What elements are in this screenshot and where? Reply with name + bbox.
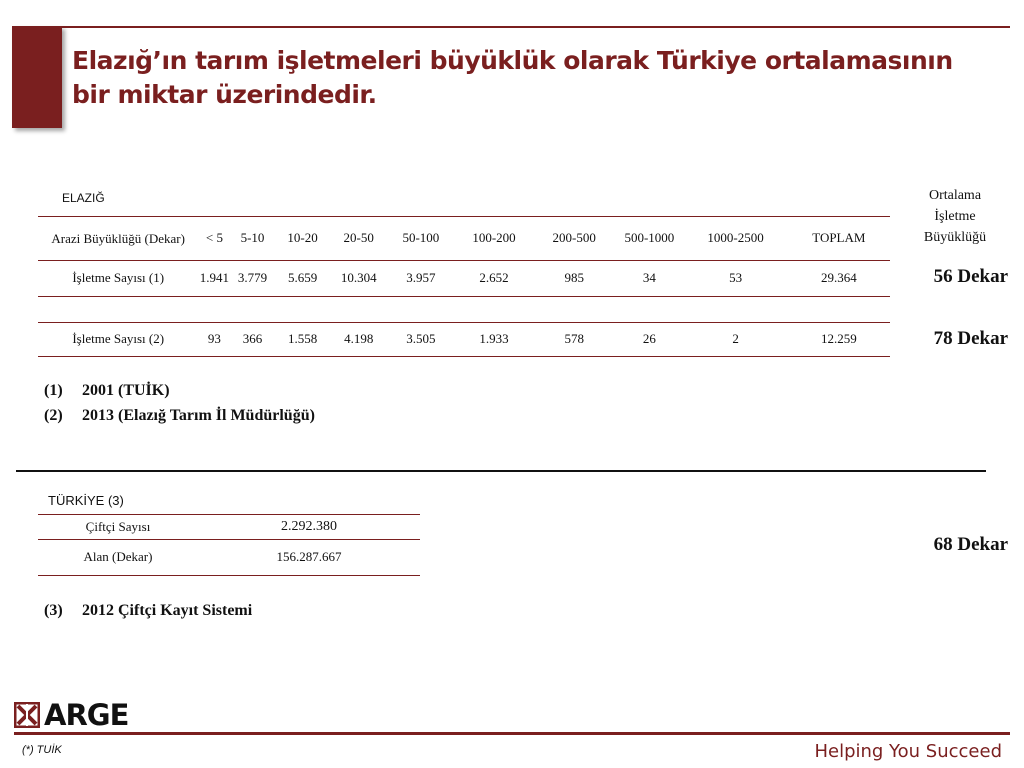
logo-text: ARGE [44, 698, 129, 732]
table-row [38, 539, 420, 575]
table-cell: 4.198 [344, 331, 374, 346]
table-cell: 1.558 [287, 331, 318, 346]
turkiye-table [38, 488, 420, 576]
table-row [38, 322, 890, 356]
table-cell: 1.941 [199, 270, 230, 285]
source-notes-turkiye [44, 598, 252, 623]
col-header: < 5 [205, 230, 223, 245]
title-rule [62, 26, 1010, 28]
col-header: 20-50 [343, 230, 374, 245]
col-header: 10-20 [287, 230, 318, 245]
table-cell: 366 [242, 331, 263, 346]
slide-title: Elazığ’ın tarım işletmeleri büyüklük olarak Türkiye ortalamasının bir miktar üzerindedir. [72, 46, 953, 109]
source-note [44, 378, 315, 403]
col-header: 500-1000 [624, 230, 675, 245]
header-land-size: Arazi Büyüklüğü (Dekar) [51, 230, 185, 246]
elazig-label: ELAZIĞ [62, 190, 105, 205]
col-header: 50-100 [402, 230, 440, 245]
note-number: (2) [44, 407, 63, 424]
col-header: 1000-2500 [707, 230, 764, 245]
note-text: 2012 Çiftçi Kayıt Sistemi [82, 602, 253, 619]
section-divider [16, 470, 986, 472]
spacer-row [38, 296, 890, 322]
footer-rule [14, 732, 1010, 735]
note-number: (1) [44, 382, 63, 399]
elazig-table [38, 180, 890, 357]
note-text: 2013 (Elazığ Tarım İl Müdürlüğü) [82, 407, 315, 424]
table-cell: 985 [564, 270, 584, 285]
table-cell: 3.779 [237, 270, 268, 285]
table-cell: 2.292.380 [281, 518, 337, 534]
title-accent-block [12, 26, 62, 128]
source-note [44, 403, 315, 428]
col-header: 200-500 [552, 230, 596, 245]
average-size-2001: 56 Dekar [933, 266, 1008, 287]
average-size-header: Ortalama İşletme Büyüklüğü [923, 188, 987, 245]
table-cell: 5.659 [287, 270, 318, 285]
table-cell: 12.259 [820, 331, 857, 346]
table-cell: 3.957 [406, 270, 436, 285]
row-label: İşletme Sayısı (1) [72, 270, 165, 285]
table-cell: 26 [642, 331, 656, 346]
table-cell: 29.364 [820, 270, 857, 285]
average-size-2013: 78 Dekar [933, 328, 1008, 349]
average-size-turkiye: 68 Dekar [933, 534, 1008, 555]
row-label: Alan (Dekar) [83, 549, 153, 564]
col-header: TOPLAM [812, 230, 866, 245]
source-notes-elazig [44, 378, 315, 428]
footnote: (*) TUİK [22, 744, 62, 756]
table-cell: 3.505 [406, 331, 436, 346]
table-cell: 93 [207, 331, 221, 346]
table-cell: 10.304 [340, 270, 377, 285]
col-header: 5-10 [240, 230, 265, 245]
table-cell: 34 [642, 270, 656, 285]
tagline: Helping You Succeed [814, 741, 1002, 762]
table-cell: 53 [729, 270, 743, 285]
row-label: İşletme Sayısı (2) [72, 331, 165, 346]
table-cell: 578 [564, 331, 584, 346]
note-text: 2001 (TUİK) [82, 382, 170, 399]
source-note [44, 598, 252, 623]
col-header: 100-200 [472, 230, 516, 245]
arge-logo [14, 698, 128, 732]
turkiye-label: TÜRKİYE (3) [48, 493, 124, 509]
row-label: Çiftçi Sayısı [85, 518, 151, 534]
table-cell: 1.933 [479, 331, 509, 346]
table-row [38, 260, 890, 296]
table-cell: 2.652 [479, 270, 509, 285]
arge-logo-icon [14, 702, 40, 728]
table-cell: 156.287.667 [276, 549, 342, 564]
note-number: (3) [44, 602, 63, 619]
table-cell: 2 [732, 331, 739, 346]
table-row [38, 514, 420, 539]
